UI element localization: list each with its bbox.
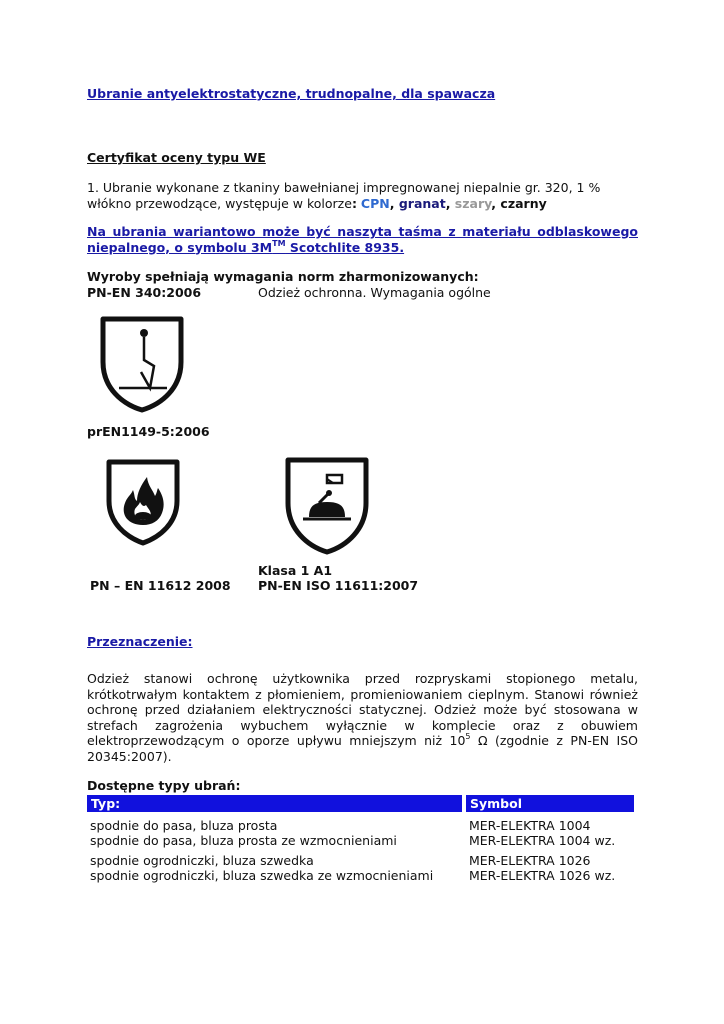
purpose-line-2: krótkotrwałym kontaktem z płomieniem, promieniowaniem cieplnym. Stanowi również <box>87 686 638 702</box>
klasa-label: Klasa 1 A1 <box>258 563 333 578</box>
table-header-type: Typ: <box>87 795 462 812</box>
norm-pn-en-340-desc: Odzież ochronna. Wymagania ogólne <box>258 285 491 300</box>
color-granat: granat <box>398 195 446 211</box>
norms-heading: Wyroby spełniają wymagania norm zharmonizowanych: <box>87 269 479 284</box>
table-row: spodnie ogrodniczki, bluza szwedka <box>90 853 314 868</box>
color-cpn: CPN <box>360 195 390 211</box>
purpose-line-3: ochronę przed działaniem elektryczności statycznej. Odzież może być stosowana w <box>87 702 638 717</box>
table-cell-symbol: MER-ELEKTRA 1004 <box>469 818 591 833</box>
flame-shield-icon <box>106 459 180 545</box>
table-header-symbol: Symbol <box>466 795 634 812</box>
reflective-line-1: Na ubrania wariantowo może być naszyta taśma z materiału odblaskowego <box>87 224 638 239</box>
purpose-paragraph <box>87 671 638 764</box>
color-szary: szary <box>454 195 492 211</box>
norm-iso-11611-code: PN-EN ISO 11611:2007 <box>258 578 419 593</box>
purpose-line-1: Odzież stanowi ochronę użytkownika przed rozpryskami stopionego metalu, <box>87 671 638 686</box>
purpose-heading: Przeznaczenie: <box>87 634 193 649</box>
table-row: spodnie do pasa, bluza prosta <box>90 818 278 833</box>
intro-line-1: 1. Ubranie wykonane z tkaniny bawełnianej impregnowanej niepalnie gr. 320, 1 % <box>87 180 601 195</box>
intro-paragraph <box>87 180 637 211</box>
table-row: spodnie do pasa, bluza prosta ze wzmocnieniami <box>90 833 397 848</box>
norm-en-11612-code: PN – EN 11612 2008 <box>90 578 231 593</box>
types-heading: Dostępne typy ubrań: <box>87 778 241 793</box>
norm-pn-en-340-code: PN-EN 340:2006 <box>87 285 202 300</box>
purpose-line-5: elektroprzewodzącym o oporze upływu mniejszym niż $10^5$ Ω (zgodnie z PN-EN ISO <box>87 732 638 748</box>
table-row: spodnie ogrodniczki, bluza szwedka ze wzmocnieniami <box>90 868 434 883</box>
intro-line-2: włókno przewodzące, występuje w kolorze: CPN, granat, szary, czarny <box>87 195 547 211</box>
antistatic-shield-icon <box>100 316 184 412</box>
color-czarny: czarny <box>500 195 547 211</box>
table-cell-symbol: MER-ELEKTRA 1026 <box>469 853 591 868</box>
norm-en1149-code: prEN1149-5:2006 <box>87 424 210 439</box>
purpose-line-4: strefach zagrożenia wybuchem wyłącznie w komplecie oraz z obuwiem <box>87 717 638 733</box>
reflective-tape-note <box>87 224 638 255</box>
certificate-heading: Certyfikat oceny typu WE <box>87 150 266 165</box>
purpose-line-6: 20345:2007). <box>87 748 172 764</box>
table-cell-symbol: MER-ELEKTRA 1004 wz. <box>469 833 616 848</box>
document-title[interactable]: Ubranie antyelektrostatyczne, trudnopalne, dla spawacza <box>87 86 496 101</box>
welding-shield-icon <box>285 457 369 555</box>
table-cell-symbol: MER-ELEKTRA 1026 wz. <box>469 868 616 883</box>
reflective-line-2: niepalnego, o symbolu 3M™ Scotchlite 8935. <box>87 238 405 255</box>
